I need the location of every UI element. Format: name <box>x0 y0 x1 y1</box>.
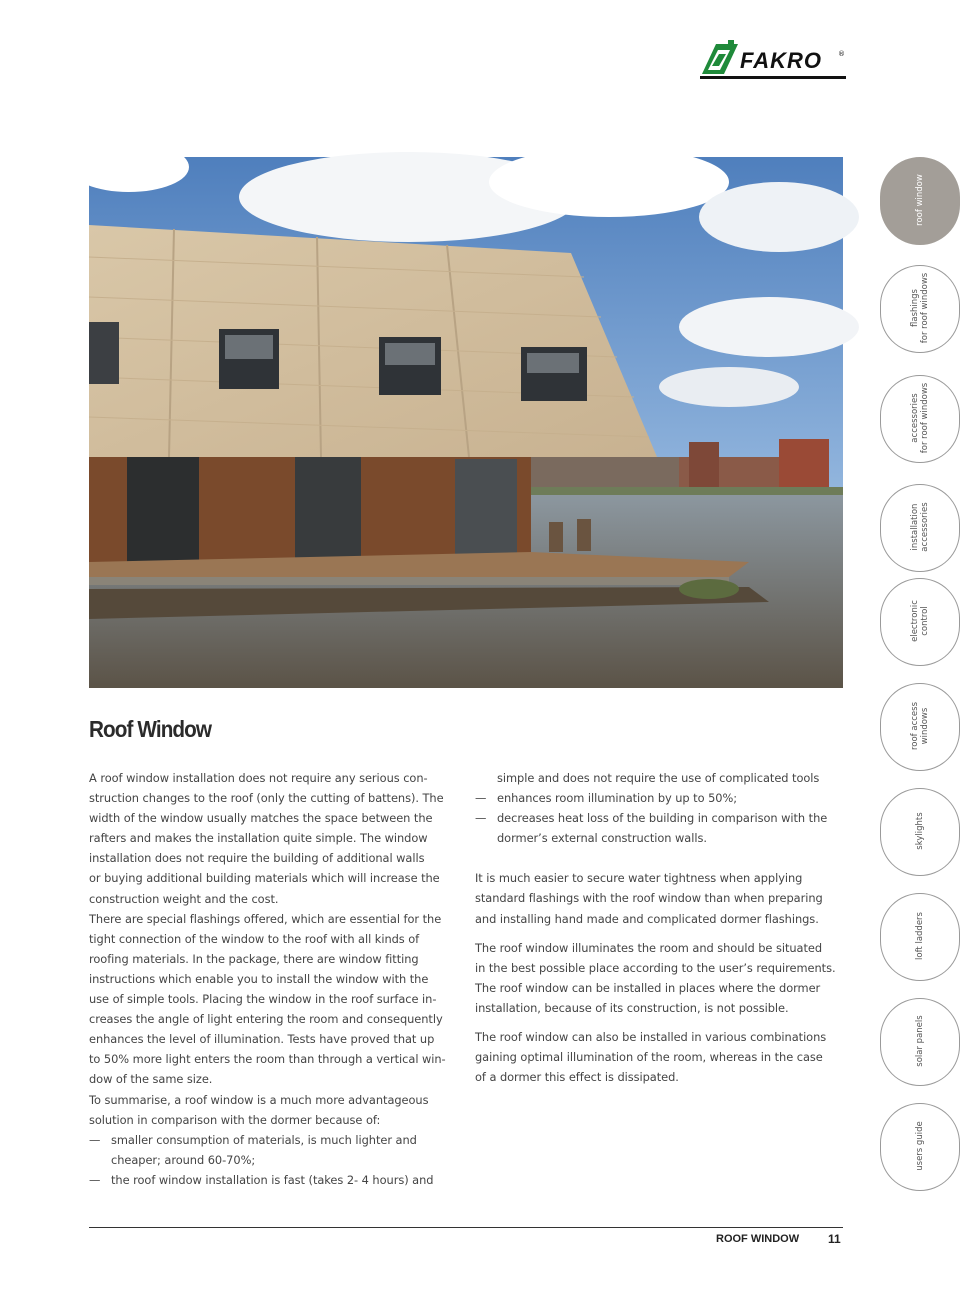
bullet-line: — smaller consumption of materials, is much lighter and <box>89 1130 459 1150</box>
tab-loft-ladders[interactable] <box>880 893 960 981</box>
text-line: enhances the level of illumination. Tests have proved that up <box>89 1032 435 1047</box>
bullet-line: cheaper; around 60-70%; <box>111 1152 256 1167</box>
text-line: installation does not require the building of additional walls <box>89 851 425 866</box>
bullet-item <box>89 1130 459 1170</box>
text-line: A roof window installation does not require any serious con- <box>89 771 428 785</box>
footer-divider <box>89 1227 843 1228</box>
text-line: The roof window can also be installed in various combinations <box>475 1030 827 1045</box>
tab-solar-panels[interactable] <box>880 998 960 1086</box>
logo-underline <box>700 76 846 79</box>
bullet-line: — the roof window installation is fast (takes 2- 4 hours) and <box>89 1170 459 1190</box>
tab-roof-access-windows[interactable] <box>880 683 960 771</box>
tab-roof-window[interactable] <box>880 157 960 245</box>
paragraph-combinations <box>475 1027 847 1087</box>
text-line: The roof window illuminates the room and should be situated <box>475 940 823 955</box>
bullet-item <box>475 808 847 848</box>
fakro-logo-text: FAKRO <box>740 48 822 73</box>
tab-label: users guide <box>915 1121 925 1171</box>
text-line: or buying additional building materials which will increase the <box>89 871 440 886</box>
tab-label: flashings for roof windows <box>910 272 930 344</box>
tab-label: loft ladders <box>915 912 925 960</box>
tab-flashings[interactable] <box>880 265 960 353</box>
tab-electronic-control[interactable] <box>880 578 960 666</box>
text-line: There are special flashings offered, which are essential for the <box>89 911 442 926</box>
text-line: use of simple tools. Placing the window in the roof surface in- <box>89 992 437 1007</box>
left-column <box>89 768 459 1190</box>
page-number: 11 <box>828 1232 841 1246</box>
text-line: standard flashings with the roof window than when preparing <box>475 891 823 906</box>
text-line: in the best possible place according to the user’s requirements. <box>475 960 836 975</box>
registered-mark: ® <box>838 50 845 58</box>
tab-label: roof window <box>915 174 925 226</box>
tab-installation-accessories[interactable] <box>880 484 960 572</box>
tab-label: electronic control <box>910 600 930 642</box>
page-title: Roof Window <box>89 716 212 742</box>
right-column <box>475 768 847 1087</box>
tab-accessories[interactable] <box>880 375 960 463</box>
text-line: rafters and makes the installation quite simple. The window <box>89 831 428 846</box>
fakro-logo <box>700 40 846 80</box>
text-line: installation, because of its construction, is not possible. <box>475 1000 789 1015</box>
tab-label: installation accessories <box>910 502 930 552</box>
text-line: tight connection of the window to the roof with all kinds of <box>89 931 420 946</box>
text-line: width of the window usually matches the space between the <box>89 811 433 826</box>
text-line: creases the angle of light entering the room and consequently <box>89 1012 443 1027</box>
bullet-continuation <box>475 768 847 788</box>
bullet-line: simple and does not require the use of complicated tools <box>497 771 820 785</box>
footer-section-label: ROOF WINDOW <box>716 1233 800 1245</box>
tab-users-guide[interactable] <box>880 1103 960 1191</box>
text-line: construction weight and the cost. <box>89 891 279 906</box>
paragraph-intro <box>89 768 459 909</box>
tab-label: solar panels <box>915 1015 925 1067</box>
text-line: struction changes to the roof (only the cutting of battens). The <box>89 791 444 806</box>
paragraph-illumination <box>475 938 847 1018</box>
paragraph-flashings <box>89 909 459 1090</box>
fakro-logo-mark-icon <box>700 40 740 76</box>
text-line: of a dormer this effect is dissipated. <box>475 1070 679 1085</box>
house-on-water-image <box>89 157 843 688</box>
tab-label: accessories for roof windows <box>910 382 930 454</box>
tab-label: roof access windows <box>910 701 930 751</box>
paragraph-summary <box>89 1090 459 1130</box>
text-line: To summarise, a roof window is a much more advantageous <box>89 1092 429 1107</box>
text-line: solution in comparison with the dormer because of: <box>89 1112 381 1127</box>
text-line: and installing hand made and complicated dormer flashings. <box>475 911 819 926</box>
bullet-line: dormer’s external construction walls. <box>497 831 707 846</box>
tab-label: skylights <box>915 812 925 850</box>
text-line: to 50% more light enters the room than through a vertical win- <box>89 1052 446 1067</box>
text-line: instructions which enable you to install the window with the <box>89 971 429 986</box>
text-line: dow of the same size. <box>89 1072 213 1087</box>
bullet-line: — enhances room illumination by up to 50%; <box>475 788 847 808</box>
paragraph-water-tightness <box>475 868 847 928</box>
bullet-line: — decreases heat loss of the building in comparison with the <box>475 808 847 828</box>
hero-photo <box>89 157 843 688</box>
text-line: gaining optimal illumination of the room, whereas in the case <box>475 1050 823 1065</box>
text-line: The roof window can be installed in places where the dormer <box>475 980 821 995</box>
text-line: roofing materials. In the package, there are window fitting <box>89 951 419 966</box>
bullet-item <box>89 1170 459 1190</box>
tab-skylights[interactable] <box>880 788 960 876</box>
section-tabs <box>862 0 930 1301</box>
text-line: It is much easier to secure water tightness when applying <box>475 871 803 886</box>
bullet-item <box>475 788 847 808</box>
